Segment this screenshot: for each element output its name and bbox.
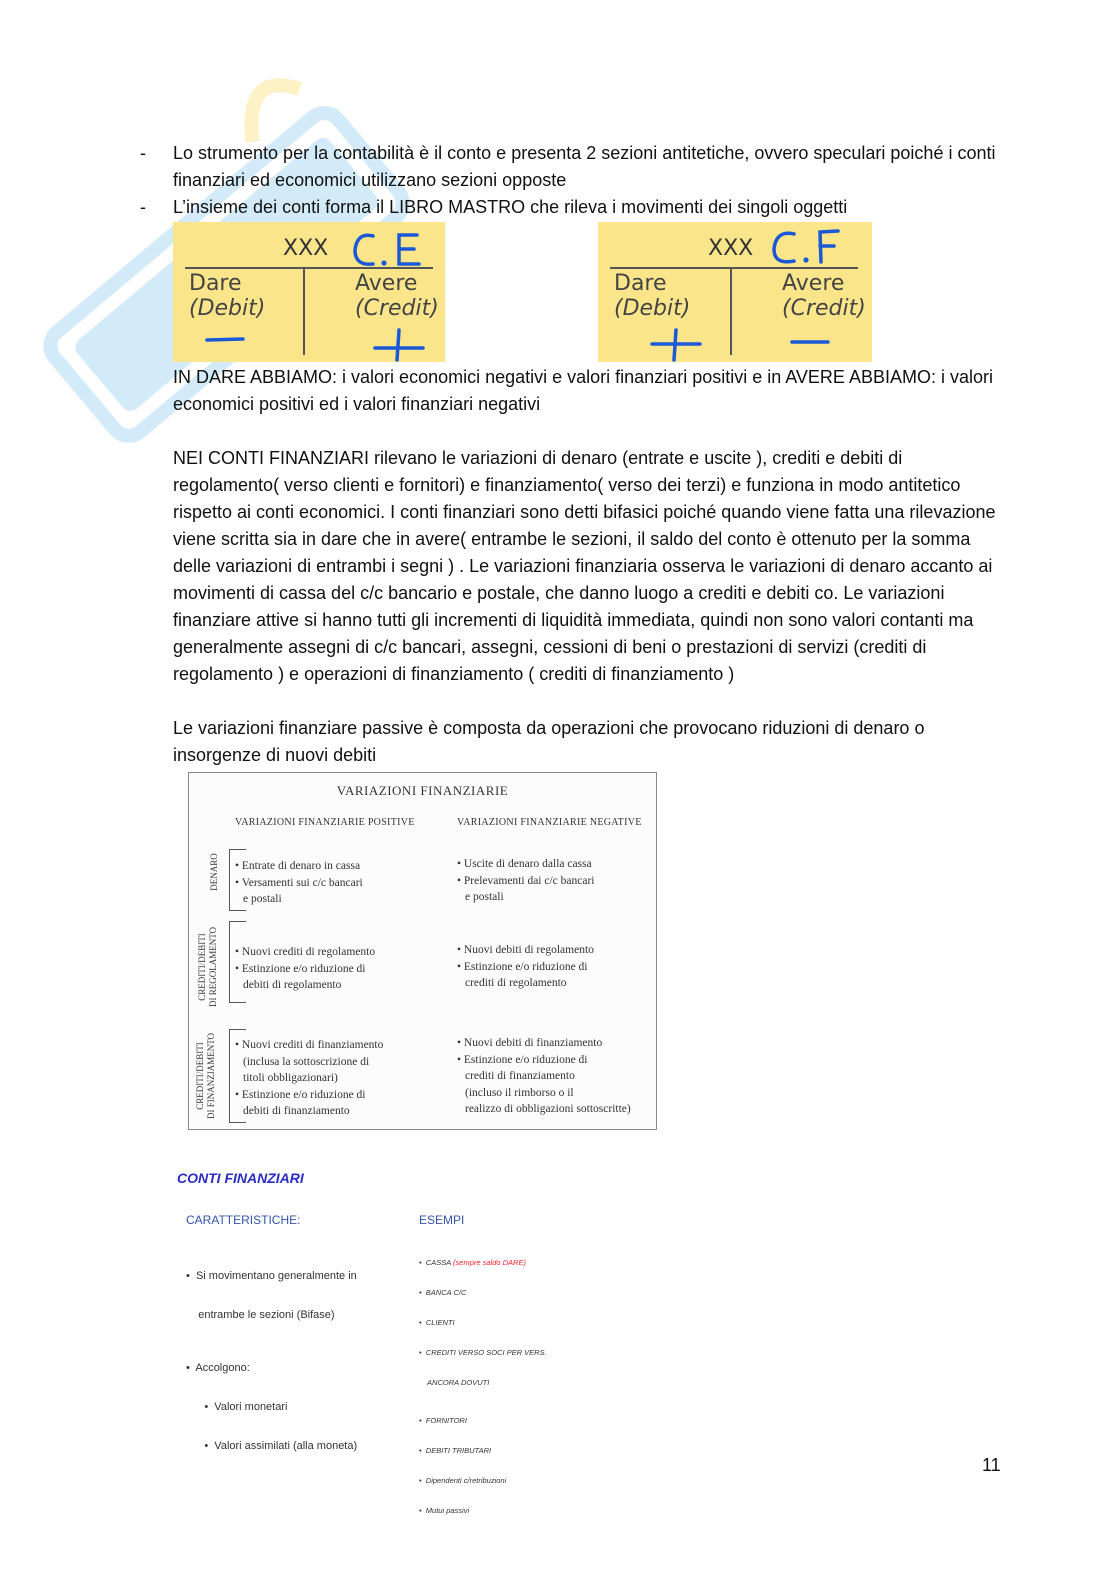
dare-label: Dare bbox=[614, 271, 667, 296]
list-item: • CLIENTI bbox=[419, 1318, 455, 1327]
list-item: debiti di finanziamento bbox=[243, 1105, 350, 1117]
dare-label: Dare bbox=[189, 271, 242, 296]
caratteristiche-list bbox=[186, 1244, 357, 1466]
example-cassa-note: (sempre saldo DARE) bbox=[453, 1258, 526, 1267]
list-item: • Nuovi crediti di finanziamento bbox=[235, 1039, 384, 1051]
list-item: • Valori monetari bbox=[186, 1401, 288, 1413]
example-cassa: • CASSA bbox=[419, 1258, 454, 1267]
list-item: • Accolgono: bbox=[186, 1362, 250, 1374]
row-label-line: DENARO bbox=[209, 853, 219, 891]
positive-list bbox=[235, 858, 363, 908]
caratteristiche-heading: CARATTERISTICHE: bbox=[186, 1213, 301, 1227]
row-label-line: DI FINANZIAMENTO bbox=[206, 1032, 216, 1120]
bullet-text: L’insieme dei conti forma il LIBRO MASTRO che rileva i movimenti dei singoli oggetti bbox=[173, 197, 848, 217]
list-item: • Uscite di denaro dalla cassa bbox=[457, 858, 592, 870]
list-item: • Estinzione e/o riduzione di bbox=[457, 1053, 588, 1066]
list-item: crediti di regolamento bbox=[465, 977, 567, 989]
plus-sign-icon bbox=[648, 326, 706, 362]
esempi-heading: ESEMPI bbox=[419, 1213, 465, 1227]
list-item: realizzo di obbligazioni sottoscritte) bbox=[465, 1103, 631, 1115]
bullet-text: Lo strumento per la contabilità è il conto e presenta 2 sezioni antitetiche, ovvero speculari poiché i conti finanziari ed economici utilizzano sezioni opposte bbox=[173, 143, 996, 190]
handwritten-cf bbox=[768, 226, 848, 268]
column-header-positive: VARIAZIONI FINANZIARIE POSITIVE bbox=[235, 817, 415, 828]
esempi-list bbox=[419, 1238, 547, 1526]
list-item: (inclusa la sottoscrizione di bbox=[243, 1055, 370, 1068]
bullet-item bbox=[140, 194, 1010, 221]
positive-list bbox=[235, 1037, 383, 1120]
row-label-regolamento bbox=[197, 925, 219, 1009]
list-item: • Dipendenti c/retribuzioni bbox=[419, 1476, 507, 1485]
conti-finanziari-title: CONTI FINANZIARI bbox=[177, 1170, 304, 1186]
minus-sign-icon bbox=[788, 334, 834, 350]
list-item: • Si movimentano generalmente in bbox=[186, 1270, 357, 1282]
credit-label: (Credit) bbox=[782, 296, 866, 321]
list-item: • Mutui passivi bbox=[419, 1506, 470, 1515]
t-account-title: XXX bbox=[283, 236, 329, 261]
list-item bbox=[419, 1258, 547, 1268]
paragraph-dare-avere: IN DARE ABBIAMO: i valori economici negativi e valori finanziari positivi e in AVERE ABBIAMO: i valori economici positivi ed i valori finanziari negativi bbox=[173, 367, 993, 414]
variazioni-finanziarie-table bbox=[188, 772, 657, 1130]
column-header-negative: VARIAZIONI FINANZIARIE NEGATIVE bbox=[457, 817, 642, 828]
row-label-finanziamento bbox=[195, 1031, 217, 1121]
debit-label: (Debit) bbox=[614, 296, 691, 321]
avere-label: Avere bbox=[782, 271, 845, 296]
list-item: titoli obbligazionari) bbox=[243, 1072, 338, 1084]
bullet-list bbox=[140, 140, 1010, 221]
list-item: • Nuovi debiti di finanziamento bbox=[457, 1037, 603, 1049]
paragraph-conti-finanziari: NEI CONTI FINANZIARI rilevano le variazioni di denaro (entrate e uscite ), crediti e debiti di regolamento( verso clienti e fornitori) e finanziamento( verso dei terzi) e funziona in modo antitetico rispetto ai conti economici. I conti finanziari sono detti bifasici poiché quando viene fatta una rilevazione viene scritta sia in dare che in avere( entrambe le sezioni, il saldo del conto è ottenuto per la somma delle variazioni di entrambi i segni ) . Le variazioni finanziaria osserva le variazioni di denaro accanto ai movimenti di cassa del c/c bancario e postale, che danno luogo a crediti e debiti co. Le variazioni finanziare attive si hanno tutti gli incrementi di liquidità immediata, quindi non sono valori contanti ma generalmente assegni di c/c bancari, assegni, cessioni di beni o prestazioni di servizi (crediti di regolamento ) e operazioni di finanziamento ( crediti di finanziamento ) bbox=[173, 448, 996, 684]
row-label-line: CREDITI/DEBITI bbox=[195, 1042, 205, 1110]
negative-list bbox=[457, 942, 594, 992]
list-item: • BANCA C/C bbox=[419, 1288, 467, 1297]
list-item: (incluso il rimborso o il bbox=[465, 1086, 574, 1099]
list-item: • CREDITI VERSO SOCI PER VERS. bbox=[419, 1348, 547, 1357]
list-item: • Valori assimilati (alla moneta) bbox=[186, 1440, 358, 1452]
avere-label: Avere bbox=[355, 271, 418, 296]
table-title: VARIAZIONI FINANZIARIE bbox=[336, 783, 509, 798]
negative-list bbox=[457, 856, 595, 906]
minus-sign-icon bbox=[203, 332, 249, 348]
list-item: • DEBITI TRIBUTARI bbox=[419, 1446, 492, 1455]
t-account-vline bbox=[303, 267, 305, 355]
list-item: ANCORA DOVUTI bbox=[419, 1378, 490, 1387]
t-account-title: XXX bbox=[708, 236, 754, 261]
negative-list bbox=[457, 1035, 631, 1118]
bullet-item bbox=[140, 140, 1010, 194]
page-number: 11 bbox=[982, 1455, 1001, 1475]
row-label-denaro bbox=[209, 849, 220, 895]
list-item: e postali bbox=[465, 891, 504, 903]
credit-label: (Credit) bbox=[355, 296, 439, 321]
list-item: debiti di regolamento bbox=[243, 979, 342, 991]
debit-label: (Debit) bbox=[189, 296, 266, 321]
list-item: • Estinzione e/o riduzione di bbox=[235, 962, 366, 975]
list-item: • Nuovi debiti di regolamento bbox=[457, 944, 594, 956]
t-account-financial bbox=[598, 222, 872, 362]
list-item: • Prelevamenti dai c/c bancari bbox=[457, 874, 595, 887]
list-item: • Estinzione e/o riduzione di bbox=[457, 960, 588, 973]
row-label-line: CREDITI/DEBITI bbox=[197, 933, 207, 1001]
bullet-marker: - bbox=[140, 197, 146, 217]
list-item: • Nuovi crediti di regolamento bbox=[235, 946, 376, 958]
paragraph-variazioni-passive: Le variazioni finanziare passive è composta da operazioni che provocano riduzioni di denaro o insorgenze di nuovi debiti bbox=[173, 718, 925, 765]
list-item: e postali bbox=[243, 893, 282, 905]
list-item: • Estinzione e/o riduzione di bbox=[235, 1088, 366, 1101]
bullet-marker: - bbox=[140, 143, 146, 163]
positive-list bbox=[235, 944, 375, 994]
t-account-economic bbox=[173, 222, 445, 362]
plus-sign-icon bbox=[371, 326, 429, 362]
list-item: • Entrate di denaro in cassa bbox=[235, 860, 361, 872]
list-item: entrambe le sezioni (Bifase) bbox=[186, 1309, 335, 1321]
t-account-vline bbox=[730, 267, 732, 355]
handwritten-ce bbox=[351, 230, 427, 270]
row-label-line: DI REGOLAMENTO bbox=[208, 926, 218, 1008]
list-item: crediti di finanziamento bbox=[465, 1070, 575, 1082]
list-item: • Versamenti sui c/c bancari bbox=[235, 876, 363, 889]
list-item: • FORNITORI bbox=[419, 1416, 467, 1425]
